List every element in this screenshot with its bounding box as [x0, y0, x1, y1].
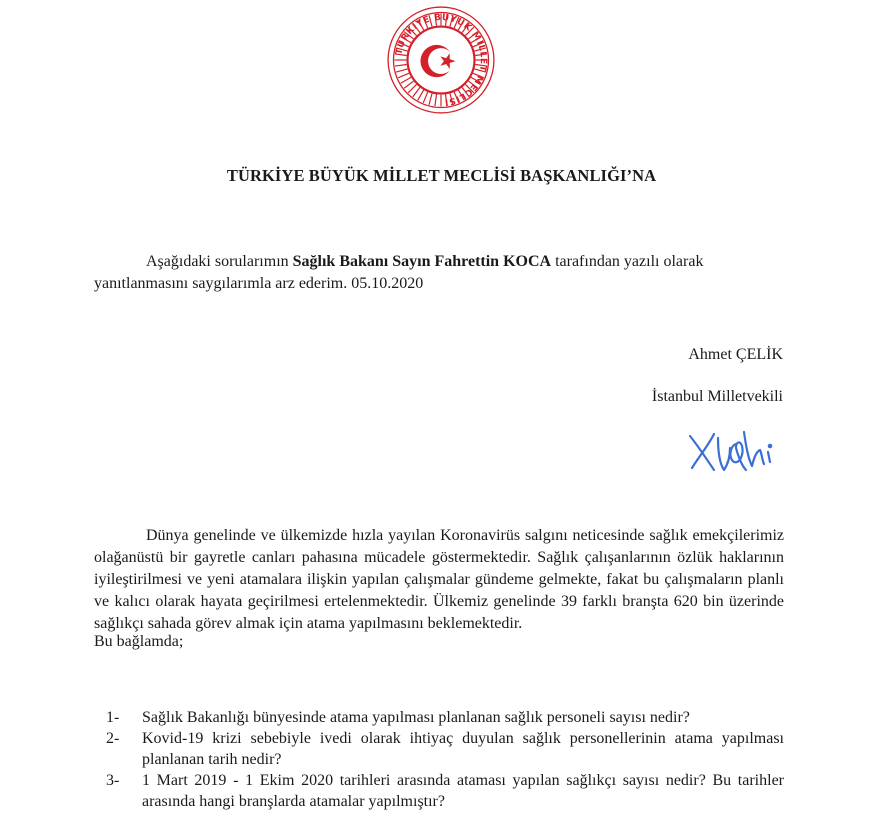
intro-text-after: tarafından yazılı olarak: [551, 253, 704, 270]
seal-ray: [423, 92, 428, 103]
intro-paragraph: [94, 251, 784, 295]
seal-ray: [413, 87, 420, 96]
list-item: [94, 770, 784, 812]
question-text: 1 Mart 2019 - 1 Ekim 2020 tarihleri arasında ataması yapılan sağlıkçı sayısı nedir? Bu tarihler arasında hangi branşlarda atamalar yapılmıştır?: [142, 772, 784, 810]
question-text: Sağlık Bakanlığı bünyesinde atama yapılması planlanan sağlık personeli sayısı nedir?: [142, 709, 690, 726]
signer-title: İstanbul Milletvekili: [651, 388, 783, 405]
intro-text-before: Aşağıdaki sorularımın: [146, 253, 293, 270]
seal-arc-text: TÜRKİYE BÜYÜK MİLLET MECLİSİ: [394, 12, 489, 107]
seal-ray: [395, 65, 407, 67]
tbmm-seal-icon: [387, 6, 495, 114]
seal-ray: [429, 93, 432, 104]
context-label: Bu bağlamda;: [94, 633, 184, 650]
intro-line-1: [94, 251, 784, 273]
list-item: [94, 728, 784, 770]
questions-list: [94, 707, 784, 812]
seal-ray: [404, 81, 413, 88]
question-text: Kovid-19 krizi sebebiyle ivedi olarak ihtiyaç duyulan sağlık personellerinin atama yapılması planlanan tarih nedir?: [142, 730, 784, 768]
seal-ray: [401, 77, 411, 83]
signer-name: Ahmet ÇELİK: [688, 346, 783, 363]
question-number: 1-: [106, 709, 120, 726]
body-paragraph: [94, 525, 784, 635]
question-number: 3-: [106, 772, 120, 789]
seal-ray: [418, 90, 424, 100]
intro-line-2: yanıtlanmasını saygılarımla arz ederim. 05.10.2020: [94, 275, 424, 292]
body-text: Dünya genelinde ve ülkemizde hızla yayılan Koronavirüs salgını neticesinde sağlık emekçilerimiz olağanüstü bir gayretle canları pahasına mücadele göstermektedir. Sağlık çalışanlarının özlük haklarının iyileştirilmesi ve yeni atamalara ilişkin yapılan çalışmalar gündeme gelmekte, fakat bu çalışmaların planlı ve kalıcı olarak hayata geçirilmesi ertelenmektedir. Ülkemiz genelinde 39 farklı branşta 620 bin üzerinde sağlıkçı sahada görev almak için atama yapılmasını beklemektedir.: [94, 527, 784, 632]
handwritten-signature-icon: [684, 424, 780, 476]
seal-ray: [396, 69, 407, 72]
seal-ray: [408, 84, 416, 92]
seal-ray: [435, 94, 437, 106]
question-number: 2-: [106, 730, 120, 747]
minister-name: Sağlık Bakanı Sayın Fahrettin KOCA: [292, 253, 552, 270]
seal-ray: [398, 73, 409, 78]
list-item: [94, 707, 784, 728]
document-heading: TÜRKİYE BÜYÜK MİLLET MECLİSİ BAŞKANLIĞI’NA: [226, 166, 657, 185]
